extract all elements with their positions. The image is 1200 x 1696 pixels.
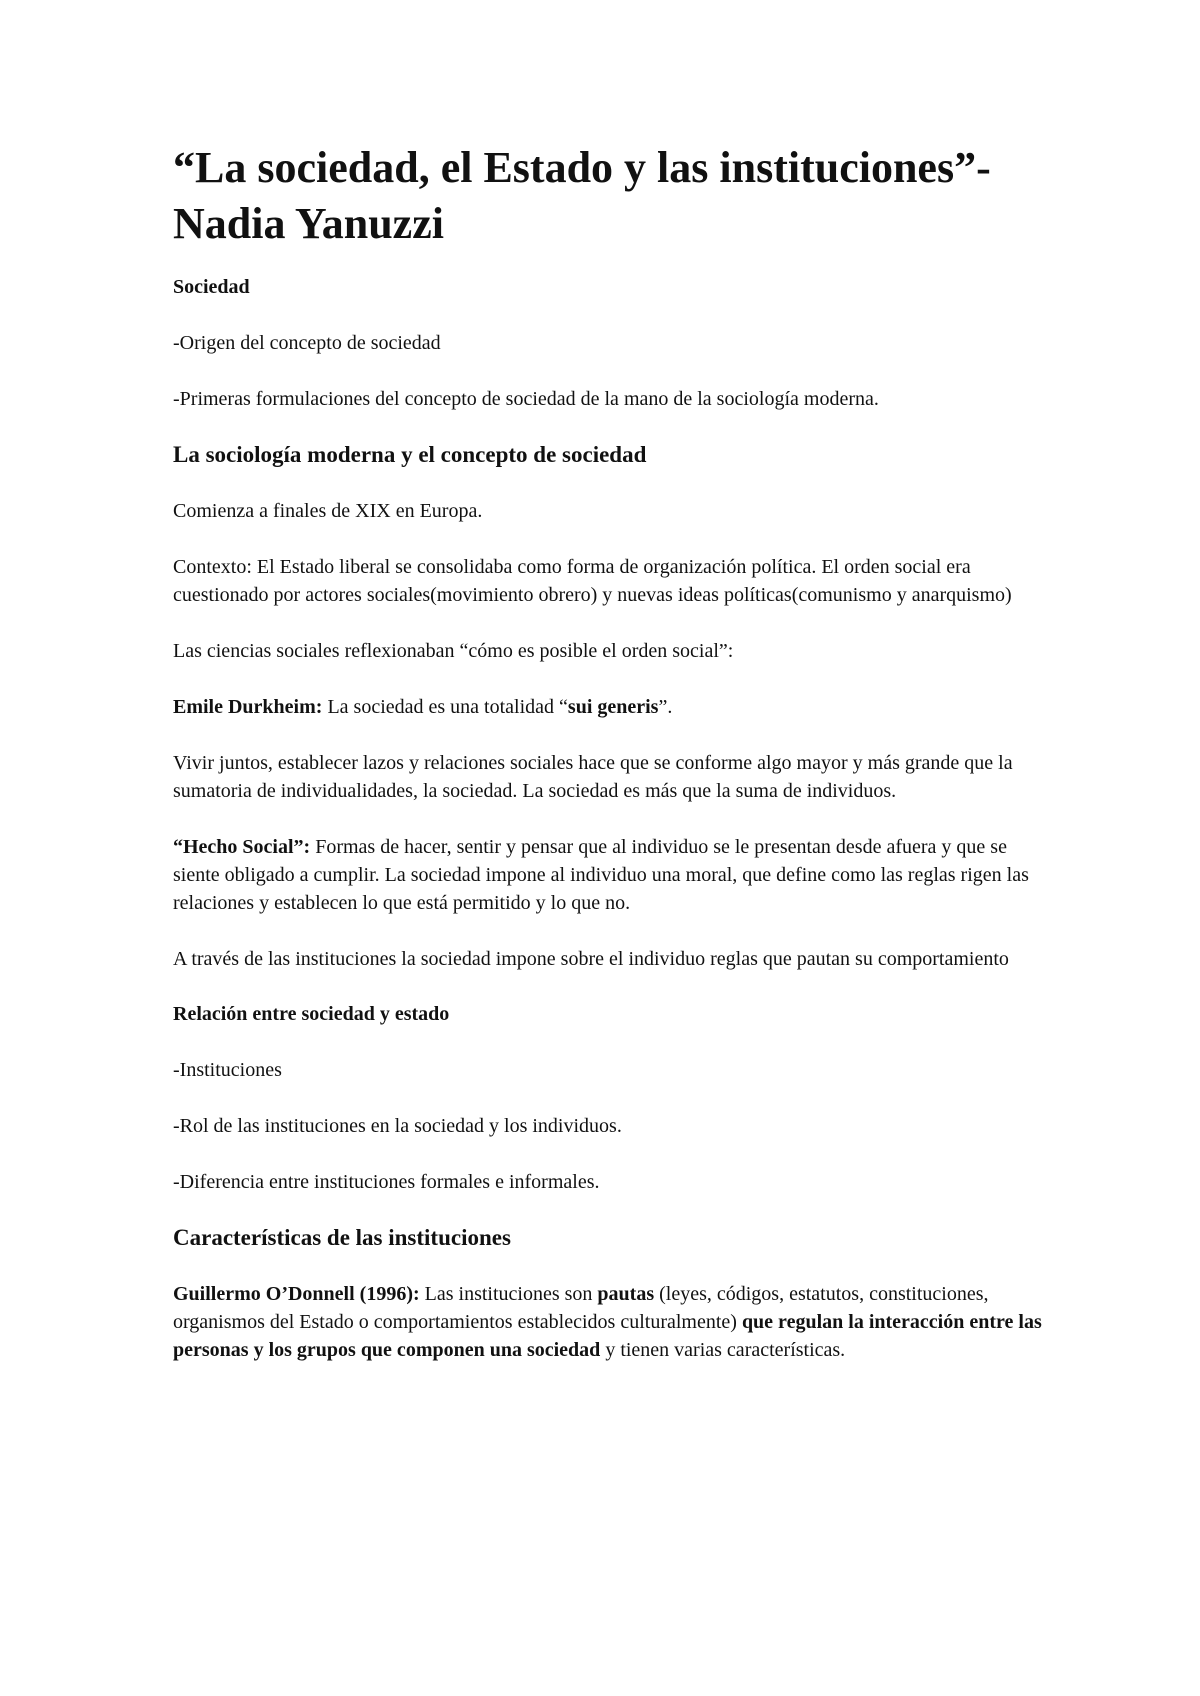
paragraph-text: Formas de hacer, sentir y pensar que al individuo se le presentan desde afuera y que se siente obligado a cumplir. La sociedad impone al individuo una moral, que define como las reglas rigen las relaciones y establecen lo que está permitido y lo que no. bbox=[173, 836, 1029, 914]
paragraph-text: ”. bbox=[658, 696, 673, 718]
emphasis-text: pautas bbox=[597, 1283, 655, 1305]
section-heading-caracteristicas: Características de las instituciones bbox=[173, 1225, 511, 1250]
section-heading-sociologia: La sociología moderna y el concepto de sociedad bbox=[173, 442, 647, 467]
list-item: -Primeras formulaciones del concepto de sociedad de la mano de la sociología moderna. bbox=[173, 388, 879, 410]
paragraph-text: Las instituciones son bbox=[419, 1283, 598, 1305]
document-title: “La sociedad, el Estado y las instituciones”-Nadia Yanuzzi bbox=[173, 143, 991, 248]
document-page bbox=[173, 140, 1053, 1392]
emphasis-text: sui generis bbox=[567, 696, 659, 718]
paragraph-ciencias-sociales: Las ciencias sociales reflexionaban “cómo es posible el orden social”: bbox=[173, 640, 734, 662]
paragraph-text: La sociedad es una totalidad “ bbox=[322, 696, 568, 718]
list-item: -Diferencia entre instituciones formales e informales. bbox=[173, 1171, 600, 1193]
paragraph-comienza: Comienza a finales de XIX en Europa. bbox=[173, 500, 483, 522]
list-item: -Rol de las instituciones en la sociedad y los individuos. bbox=[173, 1115, 622, 1137]
term-label: “Hecho Social”: bbox=[173, 836, 311, 858]
author-name: Guillermo O’Donnell (1996): bbox=[173, 1283, 420, 1305]
paragraph-durkheim bbox=[173, 693, 1053, 721]
paragraph-hecho-social bbox=[173, 833, 1053, 917]
paragraph-odonnell bbox=[173, 1280, 1053, 1364]
section-heading-relacion: Relación entre sociedad y estado bbox=[173, 1003, 450, 1025]
paragraph-text: y tienen varias características. bbox=[600, 1339, 846, 1361]
list-item: -Instituciones bbox=[173, 1059, 282, 1081]
paragraph-text: (leyes, códigos, estatutos, constituciones, organismos del Estado o comportamientos establecidos culturalmente) bbox=[173, 1283, 989, 1333]
paragraph-vivir-juntos: Vivir juntos, establecer lazos y relaciones sociales hace que se conforme algo mayor y más grande que la sumatoria de individualidades, la sociedad. La sociedad es más que la suma de individuos. bbox=[173, 752, 1013, 802]
emphasis-text: que regulan la interacción entre las personas y los grupos que componen una sociedad bbox=[173, 1311, 1042, 1361]
author-name: Emile Durkheim: bbox=[173, 696, 323, 718]
list-item: -Origen del concepto de sociedad bbox=[173, 332, 441, 354]
paragraph-contexto: Contexto: El Estado liberal se consolidaba como forma de organización política. El orden social era cuestionado por actores sociales(movimiento obrero) y nuevas ideas políticas(comunismo y anarquismo) bbox=[173, 556, 1012, 606]
section-heading-sociedad: Sociedad bbox=[173, 276, 250, 298]
paragraph-instituciones: A través de las instituciones la sociedad impone sobre el individuo reglas que pautan su comportamiento bbox=[173, 948, 1009, 970]
